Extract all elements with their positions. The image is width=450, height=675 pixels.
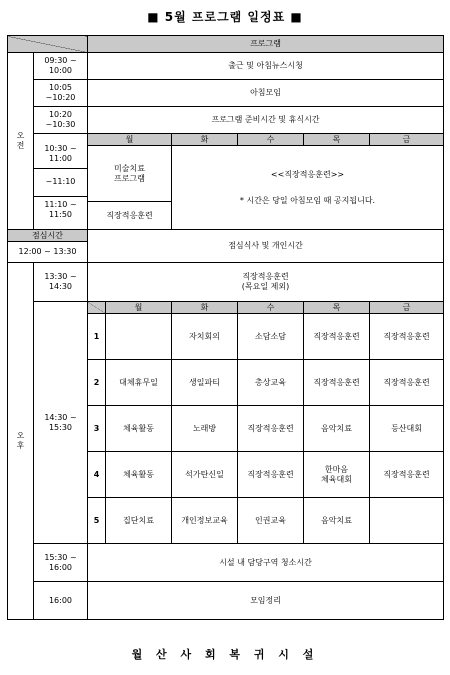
corner-cell [8, 36, 88, 53]
week-number: 3 [88, 406, 106, 452]
morning-program-block [172, 146, 444, 230]
activity-cell: 점심식사 및 개인시간 [88, 230, 444, 263]
week-number: 1 [88, 314, 106, 360]
schedule-cell: 직장적응훈련 [304, 360, 370, 406]
schedule-cell: 등산대회 [370, 406, 444, 452]
day-header: 월 [88, 134, 172, 146]
schedule-cell: 인권교육 [238, 498, 304, 544]
schedule-cell [370, 498, 444, 544]
section-lunch: 점심시간 [8, 230, 87, 242]
schedule-cell: 직장적응훈련 [370, 360, 444, 406]
activity-cell: 출근 및 아침뉴스시청 [88, 53, 444, 80]
schedule-cell: 음악치료 [304, 406, 370, 452]
schedule-cell: 직장적응훈련 [370, 314, 444, 360]
schedule-cell: 개인정보교육 [172, 498, 238, 544]
program-header: 프로그램 [88, 36, 444, 53]
job-training-title: <<직장적응훈련>> [270, 169, 345, 179]
time-cell: 15:30 ~ 16:00 [34, 544, 88, 582]
schedule-cell: 자치회의 [172, 314, 238, 360]
schedule-cell: 체육활동 [106, 452, 172, 498]
section-afternoon: 오 후 [8, 263, 34, 620]
schedule-cell: 직장적응훈련 [304, 314, 370, 360]
schedule-cell: 직장적응훈련 [370, 452, 444, 498]
lunch-label [8, 230, 88, 263]
time-cell: 10:05 ~10:20 [34, 80, 88, 107]
schedule-cell: 노래방 [172, 406, 238, 452]
week-number: 2 [88, 360, 106, 406]
schedule-cell [106, 314, 172, 360]
schedule-cell: 총상교육 [238, 360, 304, 406]
week-number: 4 [88, 452, 106, 498]
time-cell: 11:10 ~ 11:50 [44, 200, 77, 219]
time-cell: 14:30 ~ 15:30 [34, 302, 88, 544]
job-training-cell: 직장적응훈련 [88, 202, 172, 230]
day-header: 목 [304, 134, 370, 146]
time-cell: 13:30 ~ 14:30 [34, 263, 88, 302]
schedule-cell: 한마음 체육대회 [304, 452, 370, 498]
day-header: 화 [172, 302, 238, 314]
time-cell: 10:20 ~10:30 [34, 107, 88, 134]
time-cell: ~11:10 [34, 169, 87, 197]
schedule-cell: 직장적응훈련 [238, 452, 304, 498]
day-header: 금 [370, 302, 444, 314]
activity-cell: 아침모임 [88, 80, 444, 107]
schedule-cell: 집단치료 [106, 498, 172, 544]
schedule-cell: 음악치료 [304, 498, 370, 544]
schedule-table [7, 35, 444, 620]
schedule-cell: 직장적응훈련 [238, 406, 304, 452]
activity-cell: 시설 내 담당구역 청소시간 [88, 544, 444, 582]
page-title: ■ 5월 프로그램 일정표 ■ [147, 10, 303, 24]
day-header: 월 [106, 302, 172, 314]
activity-cell: 직장적응훈련 (목요일 제외) [88, 263, 444, 302]
section-morning: 오 전 [8, 53, 34, 230]
art-therapy-cell: 미술치료 프로그램 [88, 146, 172, 202]
time-cell: 09:30 ~ 10:00 [34, 53, 88, 80]
schedule-cell: 대체휴무일 [106, 360, 172, 406]
schedule-cell: 소담소담 [238, 314, 304, 360]
grid-corner [88, 302, 106, 314]
day-header: 수 [238, 134, 304, 146]
footer-org-name: 월 산 사 회 복 귀 시 설 [131, 648, 319, 661]
time-cell: 10:30 ~ 11:00 [34, 140, 87, 169]
time-cell: 12:00 ~ 13:30 [18, 247, 77, 256]
day-header: 금 [370, 134, 444, 146]
activity-cell: 프로그램 준비시간 및 휴식시간 [88, 107, 444, 134]
schedule-cell: 체육활동 [106, 406, 172, 452]
schedule-cell: 석가탄신일 [172, 452, 238, 498]
day-header: 수 [238, 302, 304, 314]
schedule-cell: 생일파티 [172, 360, 238, 406]
time-cell: 16:00 [34, 582, 88, 620]
notice-text: * 시간은 당일 아침모임 때 공지됩니다. [239, 195, 376, 205]
activity-cell: 모임정리 [88, 582, 444, 620]
day-header: 화 [172, 134, 238, 146]
day-header: 목 [304, 302, 370, 314]
time-list [34, 134, 88, 230]
week-number: 5 [88, 498, 106, 544]
